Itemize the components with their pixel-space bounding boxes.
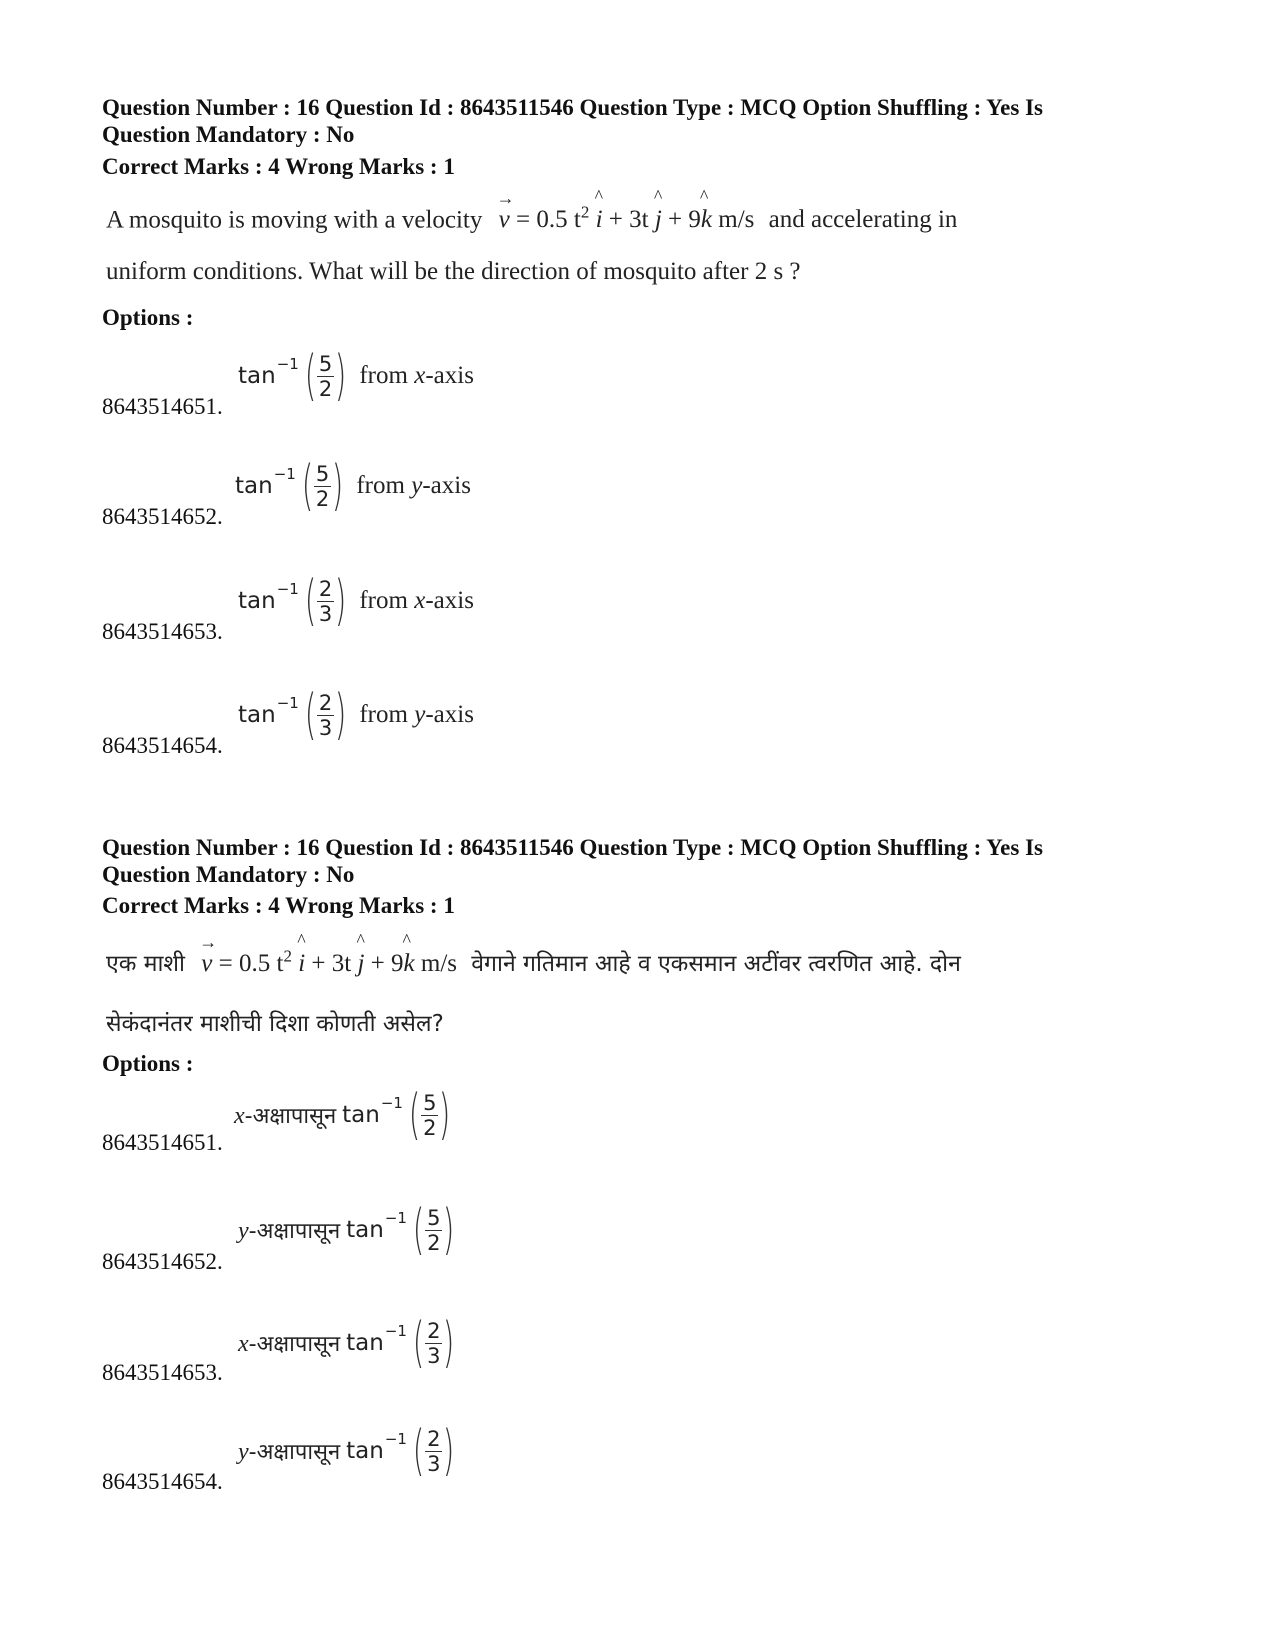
option-id: 8643514651. <box>102 394 223 419</box>
question-meta <box>102 94 1162 148</box>
option-id: 8643514654. <box>102 1469 223 1494</box>
question-meta <box>102 834 1162 888</box>
option-expression[interactable]: y-अक्षापासून tan −1 ( $\frac{5}{2}$ ) <box>238 1198 455 1261</box>
option-id: 8643514653. <box>102 619 223 644</box>
stem-text-continued: वेगाने गतिमान आहे व एकसमान अटींवर त्वरणित आहे. दोन <box>471 951 961 977</box>
option-expression[interactable]: x-अक्षापासून tan −1 ( $\frac{5}{2}$ ) <box>234 1083 451 1146</box>
option-expression[interactable]: tan −1 ( $\frac{2}{3}$ ) from y-axis <box>238 683 474 746</box>
meta-line-2: Question Mandatory : No <box>102 862 355 887</box>
question-stem-line-2: सेकंदानंतर माशीची दिशा कोणती असेल? <box>106 1011 444 1037</box>
meta-line-2: Question Mandatory : No <box>102 122 355 147</box>
question-stem <box>106 930 1186 978</box>
option-id: 8643514651. <box>102 1130 223 1155</box>
marks-line: Correct Marks : 4 Wrong Marks : 1 <box>102 893 455 918</box>
marks-line: Correct Marks : 4 Wrong Marks : 1 <box>102 154 455 179</box>
option-expression[interactable]: tan −1 ( $\frac{2}{3}$ ) from x-axis <box>238 569 474 632</box>
stem-text-continued: and accelerating in <box>768 206 958 234</box>
option-id: 8643514652. <box>102 1249 223 1274</box>
option-expression[interactable]: y-अक्षापासून tan −1 ( $\frac{2}{3}$ ) <box>238 1419 455 1482</box>
stem-text: एक माशी <box>106 951 186 977</box>
meta-line-1: Question Number : 16 Question Id : 8643511546 Question Type : MCQ Option Shuffling : Yes Is <box>102 95 1043 120</box>
option-id: 8643514652. <box>102 504 223 529</box>
velocity-equation: → v = 0.5 $t^2$ ^ i + 3t ^ j + 9 ^ k m/s <box>496 186 755 234</box>
option-expression[interactable]: x-अक्षापासून tan −1 ( $\frac{2}{3}$ ) <box>238 1311 455 1374</box>
options-label: Options : <box>102 1051 194 1076</box>
options-label: Options : <box>102 305 194 330</box>
question-stem-line-2: uniform conditions. What will be the direction of mosquito after 2 s ? <box>106 258 801 285</box>
stem-text: A mosquito is moving with a velocity <box>106 206 483 234</box>
option-id: 8643514654. <box>102 733 223 758</box>
meta-line-1: Question Number : 16 Question Id : 8643511546 Question Type : MCQ Option Shuffling : Yes Is <box>102 835 1043 860</box>
option-expression[interactable]: tan −1 ( $\frac{5}{2}$ ) from y-axis <box>235 454 471 517</box>
velocity-equation: → v = 0.5 $t^2$ ^ i + 3t ^ j + 9 ^ k m/s <box>199 930 457 977</box>
question-stem <box>106 186 1186 234</box>
option-id: 8643514653. <box>102 1360 223 1385</box>
option-expression[interactable]: tan −1 ( $\frac{5}{2}$ ) from x-axis <box>238 344 474 407</box>
